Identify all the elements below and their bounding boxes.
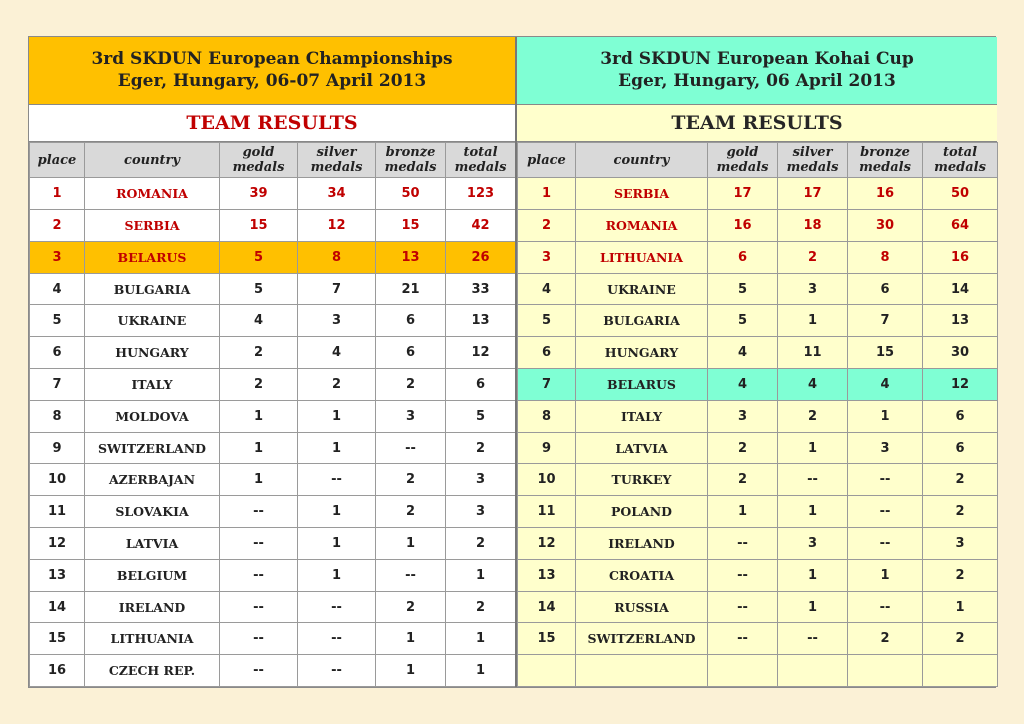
table-row bbox=[518, 623, 998, 655]
gold-cell: 6 bbox=[708, 241, 778, 273]
total-cell: 5 bbox=[446, 400, 516, 432]
total-cell: 1 bbox=[923, 591, 998, 623]
bronze-cell: 7 bbox=[848, 305, 923, 337]
bronze-cell: -- bbox=[848, 528, 923, 560]
bronze-cell: 30 bbox=[848, 210, 923, 242]
bronze-cell: 50 bbox=[376, 178, 446, 210]
gold-cell: 4 bbox=[708, 337, 778, 369]
country-cell: ROMANIA bbox=[576, 210, 708, 242]
gold-cell: 5 bbox=[708, 305, 778, 337]
table-row bbox=[30, 305, 516, 337]
total-cell: 14 bbox=[923, 273, 998, 305]
bronze-cell: 21 bbox=[376, 273, 446, 305]
kohai-cup-results-table bbox=[517, 142, 998, 687]
championships-title-line1: 3rd SKDUN European Championships bbox=[91, 49, 453, 70]
total-cell: 3 bbox=[923, 528, 998, 560]
table-row bbox=[518, 496, 998, 528]
bronze-cell: 1 bbox=[376, 528, 446, 560]
country-cell: LITHUANIA bbox=[85, 623, 220, 655]
col-header-country: country bbox=[576, 143, 708, 178]
silver-cell bbox=[778, 655, 848, 687]
country-cell: BELARUS bbox=[576, 369, 708, 401]
bronze-cell: 2 bbox=[376, 369, 446, 401]
place-cell: 7 bbox=[518, 369, 576, 401]
place-cell: 12 bbox=[518, 528, 576, 560]
silver-cell: 11 bbox=[778, 337, 848, 369]
table-row bbox=[30, 337, 516, 369]
silver-cell: 4 bbox=[778, 369, 848, 401]
total-cell: 2 bbox=[923, 464, 998, 496]
place-cell: 2 bbox=[30, 210, 85, 242]
gold-cell: 2 bbox=[708, 432, 778, 464]
place-cell: 14 bbox=[518, 591, 576, 623]
bronze-cell: 15 bbox=[376, 210, 446, 242]
bronze-cell: 13 bbox=[376, 241, 446, 273]
bronze-cell: 6 bbox=[376, 305, 446, 337]
silver-cell: 1 bbox=[298, 496, 376, 528]
silver-cell: -- bbox=[298, 623, 376, 655]
table-row bbox=[30, 369, 516, 401]
bronze-cell: 3 bbox=[848, 432, 923, 464]
championships-panel bbox=[29, 37, 515, 687]
silver-cell: -- bbox=[778, 464, 848, 496]
table-row bbox=[30, 528, 516, 560]
total-cell: 3 bbox=[446, 464, 516, 496]
bronze-cell: 2 bbox=[848, 623, 923, 655]
kohai-cup-title-line1: 3rd SKDUN European Kohai Cup bbox=[600, 49, 914, 70]
place-cell: 13 bbox=[30, 559, 85, 591]
silver-cell: 8 bbox=[298, 241, 376, 273]
total-cell: 33 bbox=[446, 273, 516, 305]
gold-cell: 2 bbox=[708, 464, 778, 496]
col-header-bronze: bronze medals bbox=[848, 143, 923, 178]
country-cell: SERBIA bbox=[576, 178, 708, 210]
bronze-cell: 1 bbox=[848, 400, 923, 432]
country-cell: UKRAINE bbox=[576, 273, 708, 305]
silver-cell: 2 bbox=[778, 400, 848, 432]
place-cell: 7 bbox=[30, 369, 85, 401]
silver-cell: 2 bbox=[298, 369, 376, 401]
place-cell: 3 bbox=[30, 241, 85, 273]
col-header-country: country bbox=[85, 143, 220, 178]
place-cell: 4 bbox=[518, 273, 576, 305]
gold-cell: 15 bbox=[220, 210, 298, 242]
place-cell: 1 bbox=[30, 178, 85, 210]
place-cell: 5 bbox=[518, 305, 576, 337]
silver-cell: 1 bbox=[298, 559, 376, 591]
gold-cell: 5 bbox=[220, 273, 298, 305]
total-cell: 6 bbox=[923, 432, 998, 464]
bronze-cell: -- bbox=[848, 464, 923, 496]
silver-cell: 3 bbox=[778, 528, 848, 560]
col-header-silver: silver medals bbox=[778, 143, 848, 178]
country-cell: BELARUS bbox=[85, 241, 220, 273]
gold-cell: -- bbox=[708, 559, 778, 591]
table-header-row bbox=[30, 143, 516, 178]
place-cell: 9 bbox=[30, 432, 85, 464]
table-row bbox=[518, 528, 998, 560]
table-row bbox=[518, 369, 998, 401]
kohai-cup-title bbox=[517, 37, 997, 105]
country-cell: LATVIA bbox=[576, 432, 708, 464]
silver-cell: -- bbox=[298, 655, 376, 687]
table-row bbox=[30, 178, 516, 210]
country-cell: SLOVAKIA bbox=[85, 496, 220, 528]
place-cell: 14 bbox=[30, 591, 85, 623]
country-cell: LATVIA bbox=[85, 528, 220, 560]
country-cell: SERBIA bbox=[85, 210, 220, 242]
bronze-cell: 16 bbox=[848, 178, 923, 210]
gold-cell: 16 bbox=[708, 210, 778, 242]
col-header-silver: silver medals bbox=[298, 143, 376, 178]
total-cell: 16 bbox=[923, 241, 998, 273]
table-row bbox=[518, 432, 998, 464]
place-cell: 13 bbox=[518, 559, 576, 591]
gold-cell: 2 bbox=[220, 337, 298, 369]
bronze-cell: 2 bbox=[376, 496, 446, 528]
country-cell: TURKEY bbox=[576, 464, 708, 496]
silver-cell: 1 bbox=[298, 528, 376, 560]
col-header-bronze: bronze medals bbox=[376, 143, 446, 178]
col-header-gold: gold medals bbox=[220, 143, 298, 178]
total-cell: 2 bbox=[446, 591, 516, 623]
total-cell: 1 bbox=[446, 655, 516, 687]
gold-cell: 1 bbox=[708, 496, 778, 528]
country-cell: BULGARIA bbox=[576, 305, 708, 337]
total-cell: 3 bbox=[446, 496, 516, 528]
place-cell bbox=[518, 655, 576, 687]
silver-cell: 7 bbox=[298, 273, 376, 305]
bronze-cell: 2 bbox=[376, 591, 446, 623]
bronze-cell: 1 bbox=[376, 623, 446, 655]
total-cell: 2 bbox=[446, 432, 516, 464]
country-cell: AZERBAJAN bbox=[85, 464, 220, 496]
country-cell: BELGIUM bbox=[85, 559, 220, 591]
table-row bbox=[30, 559, 516, 591]
silver-cell: 1 bbox=[298, 400, 376, 432]
gold-cell: -- bbox=[220, 655, 298, 687]
gold-cell: -- bbox=[220, 623, 298, 655]
country-cell: ITALY bbox=[576, 400, 708, 432]
gold-cell: -- bbox=[220, 591, 298, 623]
table-row bbox=[518, 559, 998, 591]
bronze-cell: 3 bbox=[376, 400, 446, 432]
table-row bbox=[518, 241, 998, 273]
gold-cell: 5 bbox=[220, 241, 298, 273]
place-cell: 1 bbox=[518, 178, 576, 210]
table-header-row bbox=[518, 143, 998, 178]
championships-team-results-heading: TEAM RESULTS bbox=[29, 105, 515, 142]
total-cell: 2 bbox=[923, 496, 998, 528]
silver-cell: 12 bbox=[298, 210, 376, 242]
silver-cell: 1 bbox=[778, 591, 848, 623]
country-cell: BULGARIA bbox=[85, 273, 220, 305]
championships-title bbox=[29, 37, 515, 105]
place-cell: 16 bbox=[30, 655, 85, 687]
table-row bbox=[30, 623, 516, 655]
silver-cell: -- bbox=[298, 464, 376, 496]
country-cell: ITALY bbox=[85, 369, 220, 401]
place-cell: 8 bbox=[518, 400, 576, 432]
silver-cell: 3 bbox=[778, 273, 848, 305]
gold-cell: -- bbox=[220, 528, 298, 560]
country-cell: POLAND bbox=[576, 496, 708, 528]
col-header-total: total medals bbox=[923, 143, 998, 178]
total-cell: 2 bbox=[923, 559, 998, 591]
gold-cell bbox=[708, 655, 778, 687]
bronze-cell: 6 bbox=[848, 273, 923, 305]
bronze-cell: 15 bbox=[848, 337, 923, 369]
total-cell: 13 bbox=[446, 305, 516, 337]
gold-cell: -- bbox=[708, 528, 778, 560]
kohai-cup-title-line2: Eger, Hungary, 06 April 2013 bbox=[618, 71, 896, 92]
gold-cell: 1 bbox=[220, 400, 298, 432]
country-cell bbox=[576, 655, 708, 687]
gold-cell: 1 bbox=[220, 432, 298, 464]
kohai-cup-panel bbox=[515, 37, 997, 687]
country-cell: LITHUANIA bbox=[576, 241, 708, 273]
silver-cell: 1 bbox=[778, 496, 848, 528]
bronze-cell: 1 bbox=[848, 559, 923, 591]
silver-cell: 1 bbox=[298, 432, 376, 464]
silver-cell: 34 bbox=[298, 178, 376, 210]
place-cell: 12 bbox=[30, 528, 85, 560]
table-row bbox=[518, 273, 998, 305]
col-header-place: place bbox=[30, 143, 85, 178]
col-header-place: place bbox=[518, 143, 576, 178]
silver-cell: 1 bbox=[778, 432, 848, 464]
table-row bbox=[518, 210, 998, 242]
total-cell: 2 bbox=[446, 528, 516, 560]
bronze-cell: -- bbox=[848, 591, 923, 623]
table-row bbox=[518, 178, 998, 210]
bronze-cell: -- bbox=[376, 559, 446, 591]
results-sheet bbox=[28, 36, 996, 688]
country-cell: CROATIA bbox=[576, 559, 708, 591]
table-row bbox=[30, 496, 516, 528]
table-row bbox=[30, 400, 516, 432]
silver-cell: 3 bbox=[298, 305, 376, 337]
gold-cell: 2 bbox=[220, 369, 298, 401]
bronze-cell: -- bbox=[376, 432, 446, 464]
country-cell: IRELAND bbox=[576, 528, 708, 560]
total-cell: 42 bbox=[446, 210, 516, 242]
place-cell: 11 bbox=[518, 496, 576, 528]
total-cell: 26 bbox=[446, 241, 516, 273]
place-cell: 11 bbox=[30, 496, 85, 528]
gold-cell: 17 bbox=[708, 178, 778, 210]
silver-cell: 1 bbox=[778, 305, 848, 337]
country-cell: SWITZERLAND bbox=[85, 432, 220, 464]
table-row bbox=[518, 464, 998, 496]
bronze-cell bbox=[848, 655, 923, 687]
place-cell: 15 bbox=[30, 623, 85, 655]
table-row bbox=[518, 591, 998, 623]
place-cell: 10 bbox=[30, 464, 85, 496]
total-cell: 12 bbox=[923, 369, 998, 401]
place-cell: 8 bbox=[30, 400, 85, 432]
country-cell: MOLDOVA bbox=[85, 400, 220, 432]
silver-cell: -- bbox=[778, 623, 848, 655]
table-row bbox=[518, 655, 998, 687]
table-row bbox=[30, 464, 516, 496]
place-cell: 3 bbox=[518, 241, 576, 273]
place-cell: 6 bbox=[518, 337, 576, 369]
country-cell: IRELAND bbox=[85, 591, 220, 623]
silver-cell: 18 bbox=[778, 210, 848, 242]
table-row bbox=[518, 337, 998, 369]
gold-cell: -- bbox=[708, 623, 778, 655]
table-row bbox=[30, 432, 516, 464]
col-header-gold: gold medals bbox=[708, 143, 778, 178]
gold-cell: -- bbox=[220, 559, 298, 591]
silver-cell: 2 bbox=[778, 241, 848, 273]
place-cell: 10 bbox=[518, 464, 576, 496]
total-cell: 6 bbox=[923, 400, 998, 432]
place-cell: 4 bbox=[30, 273, 85, 305]
total-cell: 50 bbox=[923, 178, 998, 210]
bronze-cell: 2 bbox=[376, 464, 446, 496]
country-cell: UKRAINE bbox=[85, 305, 220, 337]
kohai-cup-team-results-heading: TEAM RESULTS bbox=[517, 105, 997, 142]
total-cell bbox=[923, 655, 998, 687]
total-cell: 6 bbox=[446, 369, 516, 401]
col-header-total: total medals bbox=[446, 143, 516, 178]
country-cell: CZECH REP. bbox=[85, 655, 220, 687]
place-cell: 2 bbox=[518, 210, 576, 242]
bronze-cell: 6 bbox=[376, 337, 446, 369]
table-row bbox=[30, 210, 516, 242]
bronze-cell: 4 bbox=[848, 369, 923, 401]
total-cell: 2 bbox=[923, 623, 998, 655]
total-cell: 30 bbox=[923, 337, 998, 369]
championships-results-table bbox=[29, 142, 516, 687]
country-cell: ROMANIA bbox=[85, 178, 220, 210]
gold-cell: 1 bbox=[220, 464, 298, 496]
total-cell: 1 bbox=[446, 623, 516, 655]
place-cell: 5 bbox=[30, 305, 85, 337]
table-row bbox=[30, 655, 516, 687]
bronze-cell: 1 bbox=[376, 655, 446, 687]
gold-cell: 4 bbox=[220, 305, 298, 337]
total-cell: 64 bbox=[923, 210, 998, 242]
championships-title-line2: Eger, Hungary, 06-07 April 2013 bbox=[117, 71, 427, 92]
silver-cell: 4 bbox=[298, 337, 376, 369]
place-cell: 9 bbox=[518, 432, 576, 464]
total-cell: 123 bbox=[446, 178, 516, 210]
gold-cell: 39 bbox=[220, 178, 298, 210]
country-cell: HUNGARY bbox=[85, 337, 220, 369]
table-row bbox=[30, 591, 516, 623]
table-row bbox=[518, 400, 998, 432]
total-cell: 1 bbox=[446, 559, 516, 591]
place-cell: 6 bbox=[30, 337, 85, 369]
table-row bbox=[30, 241, 516, 273]
country-cell: HUNGARY bbox=[576, 337, 708, 369]
silver-cell: -- bbox=[298, 591, 376, 623]
bronze-cell: 8 bbox=[848, 241, 923, 273]
silver-cell: 1 bbox=[778, 559, 848, 591]
silver-cell: 17 bbox=[778, 178, 848, 210]
total-cell: 13 bbox=[923, 305, 998, 337]
table-row bbox=[518, 305, 998, 337]
country-cell: SWITZERLAND bbox=[576, 623, 708, 655]
table-row bbox=[30, 273, 516, 305]
gold-cell: 3 bbox=[708, 400, 778, 432]
gold-cell: 4 bbox=[708, 369, 778, 401]
total-cell: 12 bbox=[446, 337, 516, 369]
gold-cell: -- bbox=[708, 591, 778, 623]
gold-cell: -- bbox=[220, 496, 298, 528]
gold-cell: 5 bbox=[708, 273, 778, 305]
bronze-cell: -- bbox=[848, 496, 923, 528]
place-cell: 15 bbox=[518, 623, 576, 655]
country-cell: RUSSIA bbox=[576, 591, 708, 623]
